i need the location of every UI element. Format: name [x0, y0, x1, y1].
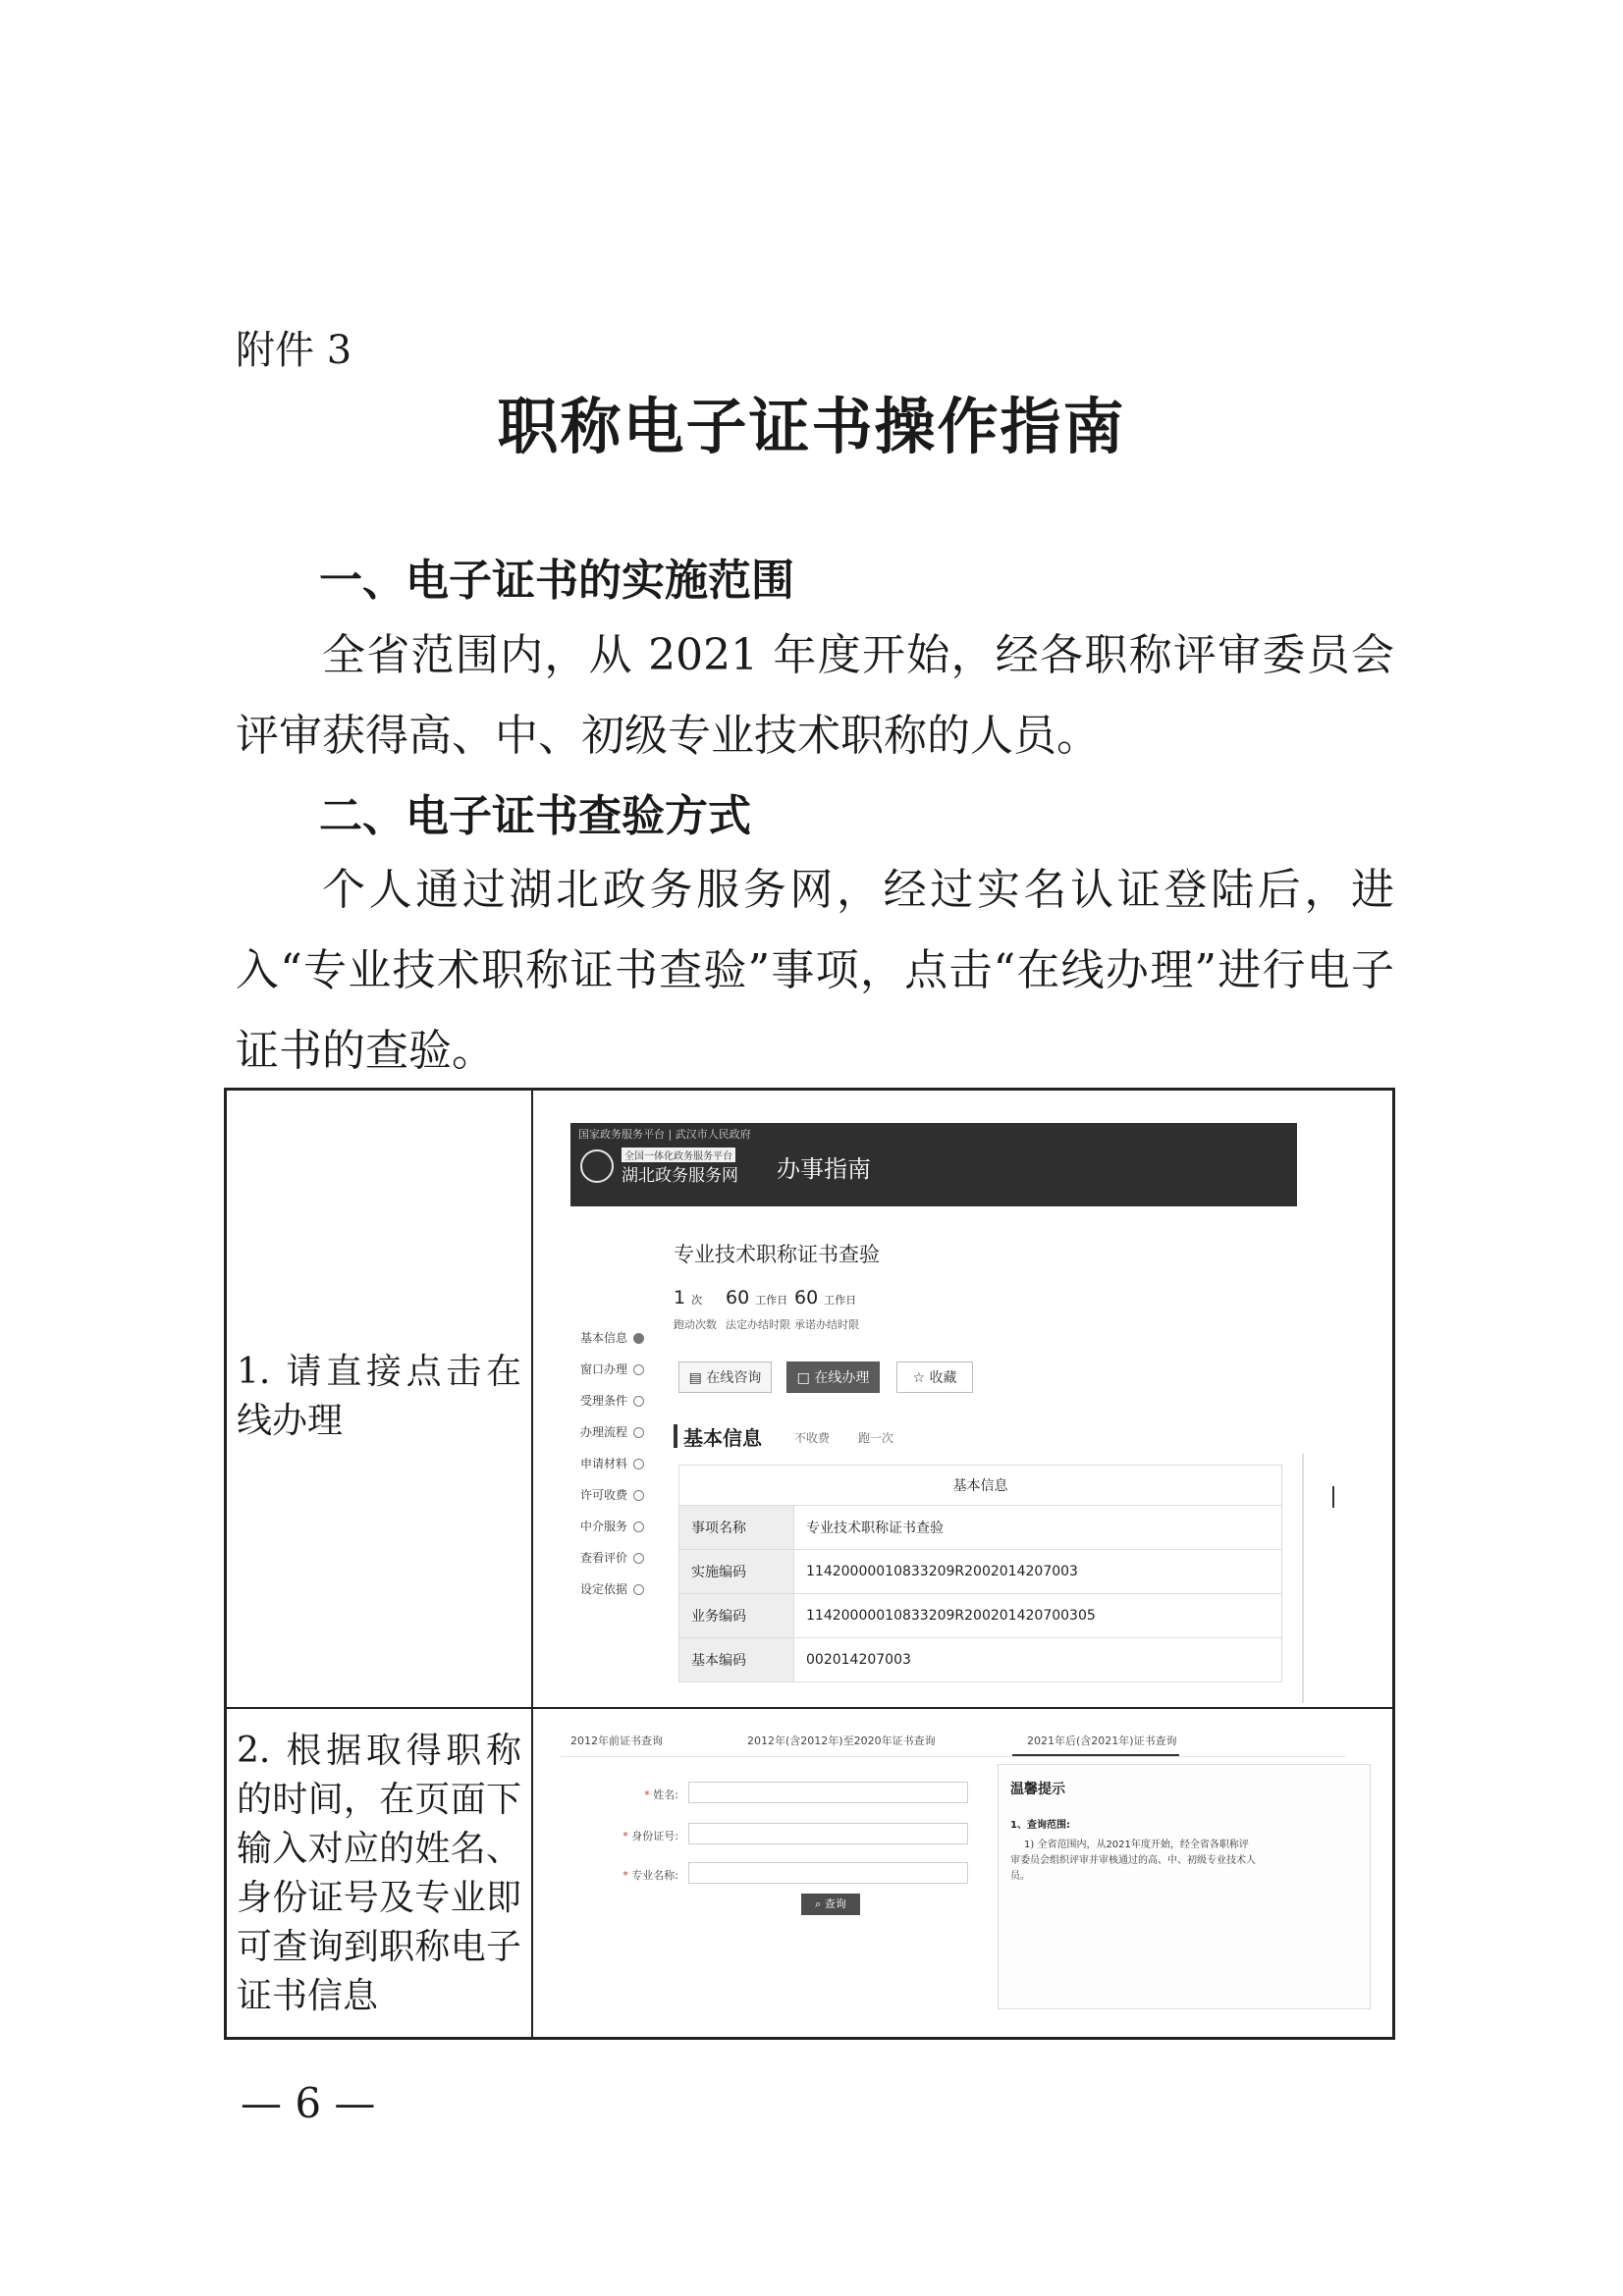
query-button[interactable]: ⌕ 查询	[801, 1894, 860, 1915]
attachment-label: 附件 3	[236, 328, 352, 373]
sidebar-item-conditions[interactable]: 受理条件	[580, 1392, 644, 1409]
tab-before-2012[interactable]: 2012年前证书查询	[570, 1735, 663, 1747]
tag-one-visit: 跑一次	[858, 1431, 894, 1445]
table-row: 业务编码 11420000010833209R200201420700305	[679, 1594, 1282, 1638]
sidebar-item-basic-info[interactable]: 基本信息	[580, 1329, 644, 1346]
table-divider-horizontal	[227, 1707, 1392, 1709]
search-icon: ⌕	[815, 1897, 822, 1910]
page-title: 职称电子证书操作指南	[497, 391, 1126, 462]
table-row: 实施编码 11420000010833209R2002014207003	[679, 1550, 1282, 1594]
radio-dot-icon	[633, 1522, 644, 1532]
text-cursor-icon	[1332, 1486, 1334, 1508]
basic-info-table	[678, 1465, 1282, 1682]
emblem-icon	[580, 1149, 614, 1183]
sidebar-item-fees[interactable]: 许可收费	[580, 1486, 644, 1503]
section1-body: 全省范围内，从 2021 年度开始，经各职称评审委员会评审获得高、中、初级专业技术职称的人员。	[236, 630, 1394, 761]
sidebar-item-process[interactable]: 办理流程	[580, 1423, 644, 1440]
page-number: — 6 —	[241, 2079, 376, 2127]
online-consult-button[interactable]: ▤ 在线咨询	[678, 1362, 772, 1393]
online-apply-button[interactable]: □ 在线办理	[786, 1362, 880, 1393]
section2-heading: 二、电子证书查验方式	[319, 791, 751, 841]
section2-body: 个人通过湖北政务服务网，经过实名认证登陆后，进入“专业技术职称证书查验”事项，点击“在线办理”进行电子证书的查验。	[236, 865, 1394, 1076]
sidebar-item-reviews[interactable]: 查看评价	[580, 1549, 644, 1566]
tag-no-fee: 不收费	[794, 1431, 831, 1445]
section1-heading: 一、电子证书的实施范围	[319, 556, 794, 606]
favorite-button[interactable]: ☆ 收藏	[896, 1362, 973, 1393]
step2-text: 2. 根据取得职称的时间，在页面下输入对应的姓名、身份证号及专业即可查询到职称电子证书信息	[237, 1731, 521, 2016]
section-title: 基本信息	[683, 1426, 762, 1450]
banner-top-links[interactable]: 国家政务服务平台 | 武汉市人民政府	[578, 1128, 751, 1141]
screenshot-service-guide	[541, 1098, 1385, 1703]
steps-table	[224, 1088, 1395, 2040]
tips-panel	[998, 1764, 1371, 2009]
stat-label: 法定办结时限	[726, 1318, 790, 1331]
radio-dot-icon	[633, 1553, 644, 1564]
table-divider-vertical	[531, 1091, 533, 2037]
nav-service-guide[interactable]: 办事指南	[777, 1155, 871, 1183]
sidebar-item-agency[interactable]: 中介服务	[580, 1518, 644, 1534]
radio-dot-icon	[633, 1364, 644, 1375]
radio-dot-icon	[633, 1427, 644, 1438]
screenshot-certificate-query	[541, 1715, 1385, 2034]
active-tab-indicator	[1012, 1754, 1179, 1756]
tab-2012-2020[interactable]: 2012年(含2012年)至2020年证书查询	[747, 1735, 936, 1747]
id-number-label: * 身份证号:	[622, 1830, 678, 1842]
item-title: 专业技术职称证书查验	[674, 1243, 880, 1266]
radio-dot-icon	[633, 1490, 644, 1501]
section-marker	[674, 1424, 677, 1448]
stat-promise-limit: 60 工作日	[794, 1287, 857, 1308]
tips-title: 温馨提示	[1010, 1782, 1065, 1797]
stat-visits: 1 次	[674, 1287, 703, 1308]
radio-dot-icon	[633, 1584, 644, 1595]
radio-dot-icon	[633, 1333, 644, 1344]
sidebar-item-materials[interactable]: 申请材料	[580, 1455, 644, 1471]
sidebar-item-basis[interactable]: 设定依据	[580, 1580, 644, 1597]
tips-subtitle: 1、查询范围:	[1010, 1820, 1070, 1831]
major-label: * 专业名称:	[622, 1869, 678, 1882]
table-row: 事项名称 专业技术职称证书查验	[679, 1506, 1282, 1550]
site-logo[interactable]: 湖北政务服务网	[622, 1166, 738, 1186]
table-row: 基本编码 002014207003	[679, 1638, 1282, 1682]
stat-legal-limit: 60 工作日	[726, 1287, 788, 1308]
name-input[interactable]	[688, 1782, 968, 1803]
id-number-input[interactable]	[688, 1823, 968, 1844]
step1-text: 1. 请直接点击在线办理	[237, 1352, 521, 1441]
sidebar-item-window[interactable]: 窗口办理	[580, 1361, 644, 1377]
tips-body: 1) 全省范围内，从2021年度开始，经全省各职称评审委员会组织评审并审核通过的高、中、初级专业技术人员。	[1010, 1840, 1256, 1882]
radio-dot-icon	[633, 1396, 644, 1407]
table-header: 基本信息	[679, 1466, 1282, 1506]
major-input[interactable]	[688, 1862, 968, 1884]
stat-label: 跑动次数	[674, 1318, 717, 1331]
stat-label: 承诺办结时限	[794, 1318, 859, 1331]
tabs-divider	[561, 1756, 1346, 1757]
frame-edge	[1302, 1454, 1304, 1703]
tab-after-2021[interactable]: 2021年后(含2021年)证书查询	[1027, 1735, 1177, 1747]
radio-dot-icon	[633, 1459, 644, 1469]
logo-subtitle: 全国一体化政务服务平台	[622, 1148, 735, 1162]
name-label: * 姓名:	[644, 1789, 678, 1801]
